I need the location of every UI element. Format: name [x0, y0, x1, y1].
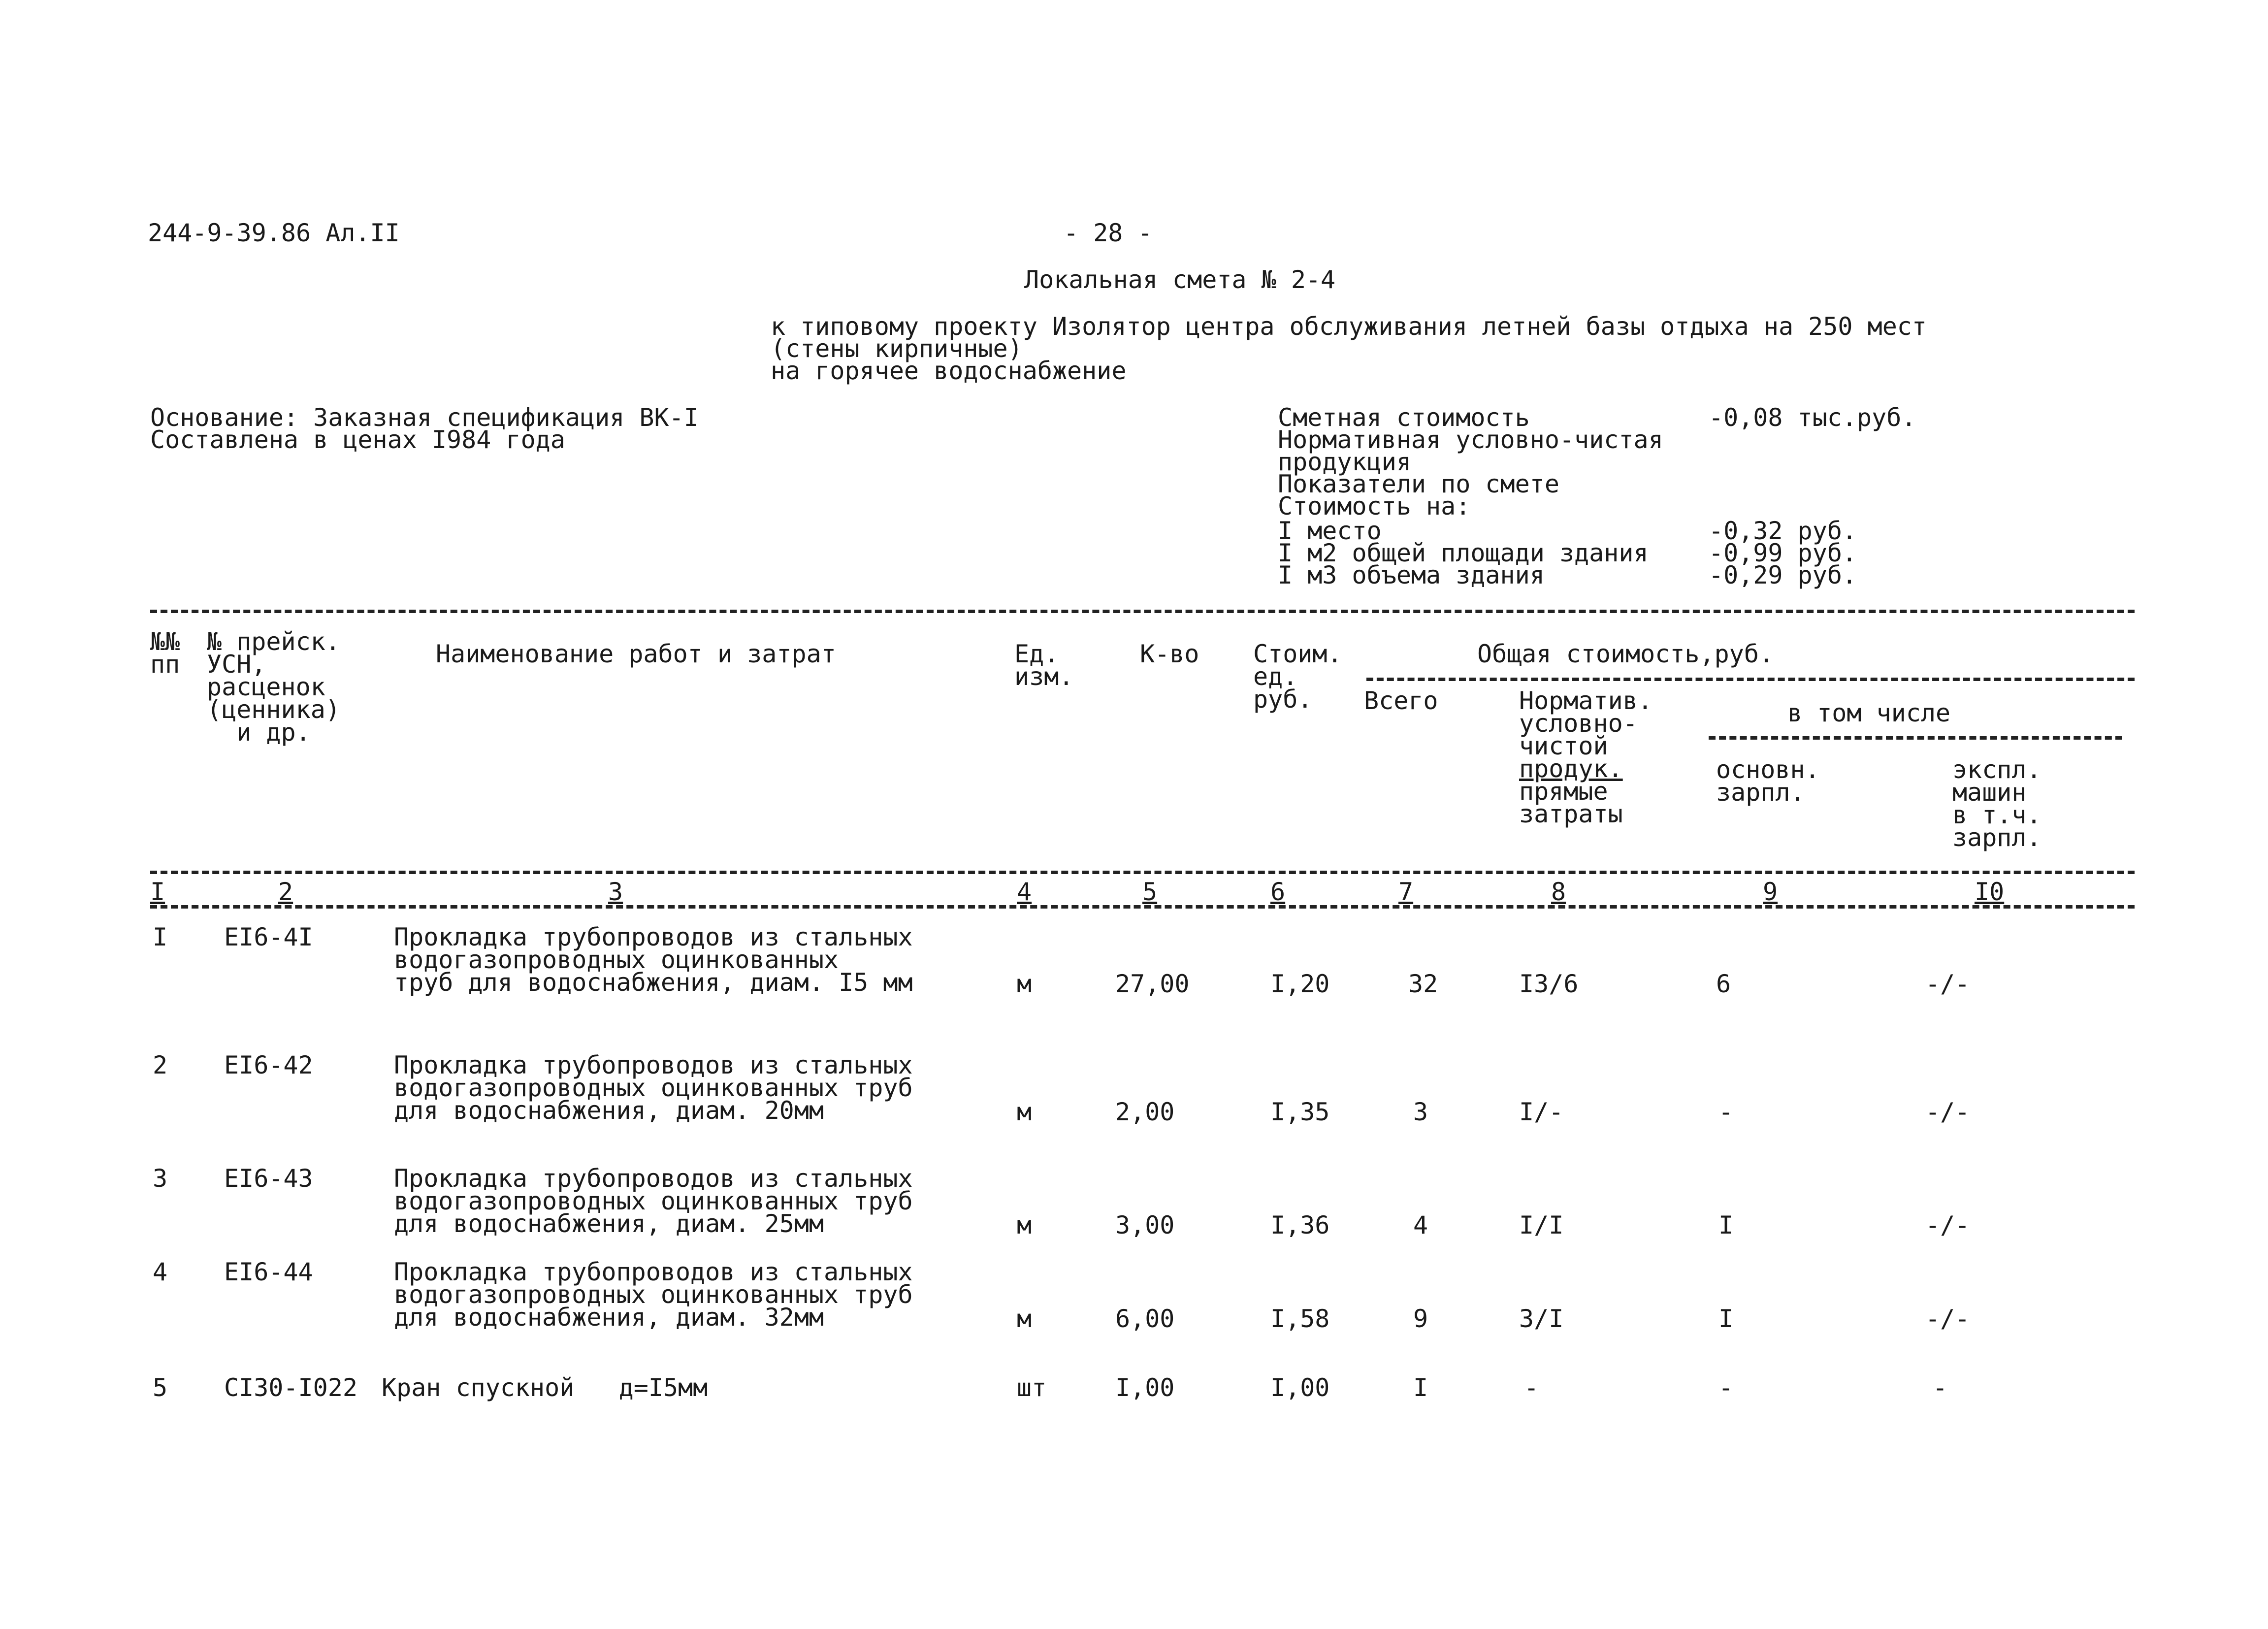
column-number: 3: [608, 878, 623, 906]
basis-line-2: Составлена в ценах I984 года: [150, 425, 565, 454]
row-name: Кран спускной д=I5мм: [382, 1373, 708, 1402]
row-name: Прокладка трубопроводов из стальных водогазопроводных оцинкованных труб для водоснабжения, диам. 20мм: [394, 1051, 913, 1125]
summary-label: Нормативная условно-чистая: [1278, 425, 1663, 454]
row-qty: 6,00: [1115, 1304, 1175, 1333]
header-col2: № прейск. УСН, расценок (ценника) и др.: [207, 627, 340, 747]
row-qty: 27,00: [1115, 970, 1190, 998]
row-unit-cost: I,00: [1270, 1373, 1330, 1402]
row-code: ЕI6-43: [224, 1164, 313, 1193]
row-wages: 6: [1716, 970, 1731, 998]
row-code: СI30-I022: [224, 1373, 357, 1402]
cost-per-m2-value: -0,99 руб.: [1709, 539, 1857, 567]
header-col8-tail: прямые затраты: [1519, 777, 1623, 828]
row-total: 32: [1408, 970, 1438, 998]
row-number: 2: [153, 1051, 168, 1079]
header-col6: Стоим. ед. руб.: [1253, 640, 1342, 714]
row-direct: I/I: [1519, 1211, 1564, 1239]
row-unit-cost: I,36: [1270, 1211, 1330, 1239]
summary-label: Сметная стоимость: [1278, 403, 1530, 432]
summary-label: I м3 объема здания: [1278, 561, 1545, 589]
summary-label: I место: [1278, 517, 1382, 545]
row-qty: 2,00: [1115, 1098, 1175, 1126]
row-direct: -: [1524, 1373, 1539, 1402]
cost-per-place-value: -0,32 руб.: [1709, 517, 1857, 545]
row-number: 4: [153, 1258, 168, 1286]
row-wages: -: [1718, 1373, 1734, 1402]
row-machines: -: [1933, 1373, 1948, 1402]
row-total: 9: [1413, 1304, 1428, 1333]
header-col10: экспл. машин в т.ч. зарпл.: [1952, 755, 2041, 852]
row-code: ЕI6-4I: [224, 923, 313, 951]
row-code: ЕI6-44: [224, 1258, 313, 1286]
row-wages: I: [1718, 1211, 1734, 1239]
row-unit-cost: I,58: [1270, 1304, 1330, 1333]
header-col5: К-во: [1140, 640, 1199, 668]
row-name: Прокладка трубопроводов из стальных водогазопроводных оцинкованных труб для водоснабжения, диам. 25мм: [394, 1164, 913, 1238]
column-number: I0: [1975, 878, 2005, 906]
row-machines: -/-: [1925, 1304, 1970, 1333]
document-code: 244-9-39.86 Ал.II: [148, 219, 400, 247]
row-unit: шт: [1017, 1373, 1047, 1402]
header-col1: №№ пп: [150, 627, 180, 679]
subtitle-line-2: (стены кирпичные): [771, 334, 1023, 363]
header-bottom-rule: [150, 871, 2135, 874]
header-total-group: Общая стоимость,руб.: [1477, 640, 1774, 668]
incl-group-rule: [1709, 736, 2122, 740]
header-col9: основн. зарпл.: [1716, 755, 1820, 807]
column-number: I: [150, 878, 165, 906]
document-title: Локальная смета № 2-4: [1024, 265, 1336, 294]
header-col3: Наименование работ и затрат: [436, 640, 836, 668]
row-unit: м: [1017, 1211, 1032, 1239]
column-number: 6: [1270, 878, 1286, 906]
summary-label: продукция: [1278, 448, 1411, 476]
row-wages: -: [1718, 1098, 1734, 1126]
header-col7: Всего: [1364, 686, 1438, 715]
page-number: - 28 -: [1064, 219, 1153, 247]
row-total: 3: [1413, 1098, 1428, 1126]
row-machines: -/-: [1925, 1098, 1970, 1126]
header-col8-underlined: продук.: [1519, 754, 1623, 783]
column-number: 5: [1142, 878, 1158, 906]
row-unit: м: [1017, 1304, 1032, 1333]
header-col8: Норматив. условно- чистой: [1519, 686, 1652, 760]
row-qty: I,00: [1115, 1373, 1175, 1402]
row-name: Прокладка трубопроводов из стальных водогазопроводных оцинкованных труб для водоснабжения, диам. 32мм: [394, 1258, 913, 1332]
column-number: 7: [1398, 878, 1414, 906]
row-number: 5: [153, 1373, 168, 1402]
summary-label: Показатели по смете: [1278, 470, 1559, 498]
row-number: 3: [153, 1164, 168, 1193]
column-number: 8: [1551, 878, 1566, 906]
row-total: 4: [1413, 1211, 1428, 1239]
total-group-rule: [1366, 678, 2135, 681]
header-col4: Ед. изм.: [1014, 640, 1074, 691]
row-number: I: [153, 923, 168, 951]
row-unit: м: [1017, 970, 1032, 998]
column-number: 2: [278, 878, 293, 906]
row-direct: I/-: [1519, 1098, 1564, 1126]
subtitle-line-3: на горячее водоснабжение: [771, 357, 1127, 385]
row-qty: 3,00: [1115, 1211, 1175, 1239]
table-top-rule: [150, 610, 2135, 613]
row-unit-cost: I,35: [1270, 1098, 1330, 1126]
row-direct: I3/6: [1519, 970, 1579, 998]
subtitle-line-1: к типовому проекту Изолятор центра обслуживания летней базы отдыха на 250 мест: [771, 312, 1927, 341]
summary-label: Стоимость на:: [1278, 492, 1471, 521]
row-total: I: [1413, 1373, 1428, 1402]
row-direct: 3/I: [1519, 1304, 1564, 1333]
estimate-cost-value: -0,08 тыс.руб.: [1709, 403, 1916, 432]
cost-per-m3-value: -0,29 руб.: [1709, 561, 1857, 589]
column-number: 4: [1017, 878, 1032, 906]
row-machines: -/-: [1925, 970, 1970, 998]
row-code: ЕI6-42: [224, 1051, 313, 1079]
column-number: 9: [1763, 878, 1778, 906]
row-name: Прокладка трубопроводов из стальных водогазопроводных оцинкованных труб для водоснабжения, диам. I5 мм: [394, 923, 913, 997]
summary-label: I м2 общей площади здания: [1278, 539, 1649, 567]
row-unit: м: [1017, 1098, 1032, 1126]
row-unit-cost: I,20: [1270, 970, 1330, 998]
header-incl-group: в том числе: [1787, 699, 1951, 727]
row-machines: -/-: [1925, 1211, 1970, 1239]
basis-line-1: Основание: Заказная спецификация ВК-I: [150, 403, 699, 432]
row-wages: I: [1718, 1304, 1734, 1333]
